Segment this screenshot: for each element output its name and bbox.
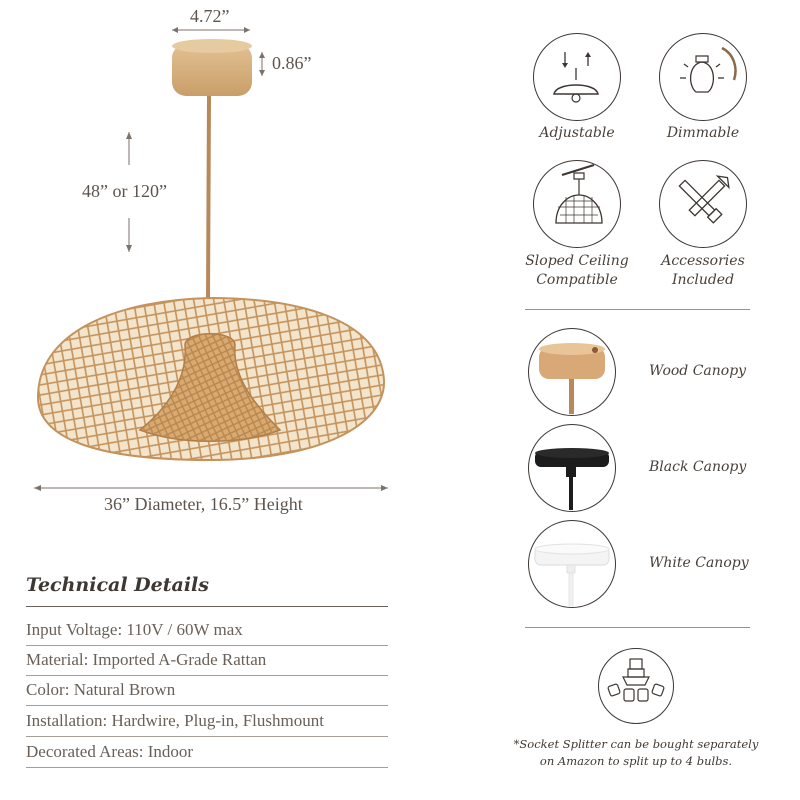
black-canopy-thumbnail <box>528 424 616 512</box>
title-divider <box>26 606 388 607</box>
accessories-icon <box>659 160 747 248</box>
black-canopy-label: Black Canopy <box>649 459 747 475</box>
socket-splitter-icon <box>598 648 674 724</box>
tech-row-installation: Installation: Hardwire, Plug-in, Flushmount <box>26 706 388 737</box>
canopy-width-label: 4.72” <box>190 6 230 26</box>
socket-splitter-note <box>486 736 786 770</box>
tech-row-material: Material: Imported A-Grade Rattan <box>26 645 388 676</box>
sloped-ceiling-icon <box>533 160 621 248</box>
white-canopy-label: White Canopy <box>649 555 749 571</box>
sloped-ceiling-label <box>517 252 637 290</box>
accessories-label-line2: Included <box>671 272 735 288</box>
sloped-ceiling-label-line2: Compatible <box>536 272 618 288</box>
wood-canopy-label: Wood Canopy <box>649 363 747 379</box>
note-line2: on Amazon to split up to 4 bulbs. <box>539 754 733 768</box>
canopy-height-label: 0.86” <box>272 53 312 73</box>
product-illustration <box>0 0 410 560</box>
dimmable-label: Dimmable <box>666 125 740 141</box>
tech-row-color: Color: Natural Brown <box>26 675 388 706</box>
dimmable-bulb-icon <box>659 33 747 121</box>
features-divider <box>525 309 750 310</box>
adjustable-label: Adjustable <box>539 125 615 141</box>
adjustable-icon <box>533 33 621 121</box>
canopy-divider <box>525 627 750 628</box>
note-line1: *Socket Splitter can be bought separately <box>513 737 759 751</box>
accessories-label <box>643 252 763 290</box>
technical-details-title: Technical Details <box>26 574 209 596</box>
tech-row-decorated-areas: Decorated Areas: Indoor <box>26 737 388 768</box>
tech-row-voltage: Input Voltage: 110V / 60W max <box>26 615 388 646</box>
wood-canopy-thumbnail <box>528 328 616 416</box>
white-canopy-thumbnail <box>528 520 616 608</box>
sloped-ceiling-label-line1: Sloped Ceiling <box>525 253 629 269</box>
cord-length-label: 48” or 120” <box>82 181 167 201</box>
accessories-label-line1: Accessories <box>661 253 745 269</box>
shade-size-label: 36” Diameter, 16.5” Height <box>104 494 303 514</box>
